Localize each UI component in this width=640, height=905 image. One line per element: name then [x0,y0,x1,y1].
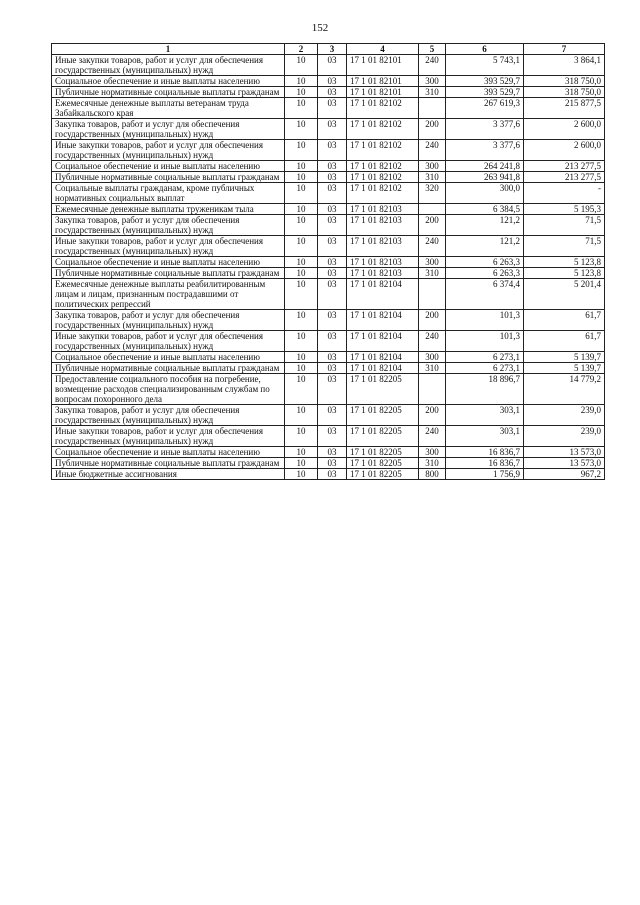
section-cell: 10 [285,310,318,331]
column-header: 5 [419,44,446,55]
subsection-cell: 03 [318,161,347,172]
subsection-cell: 03 [318,352,347,363]
subsection-cell: 03 [318,279,347,310]
section-cell: 10 [285,458,318,469]
table-row [52,236,605,257]
column-header: 3 [318,44,347,55]
subsection-cell: 03 [318,374,347,405]
row-name-cell: Социальное обеспечение и иные выплаты населению [52,76,285,87]
amount-cell-col7: 213 277,5 [524,172,605,183]
subsection-cell: 03 [318,331,347,352]
subsection-cell: 03 [318,183,347,204]
target-code-cell: 17 1 01 82103 [347,268,419,279]
amount-cell-col6: 6 263,3 [446,268,524,279]
expense-type-cell: 240 [419,236,446,257]
target-code-cell: 17 1 01 82104 [347,363,419,374]
expense-type-cell: 800 [419,469,446,480]
row-name-cell: Иные закупки товаров, работ и услуг для обеспечения государственных (муниципальных) нужд [52,236,285,257]
subsection-cell: 03 [318,469,347,480]
amount-cell-col6: 16 836,7 [446,447,524,458]
section-cell: 10 [285,363,318,374]
target-code-cell: 17 1 01 82102 [347,172,419,183]
subsection-cell: 03 [318,98,347,119]
amount-cell-col7: 5 123,8 [524,268,605,279]
expense-type-cell: 300 [419,161,446,172]
table-body [52,55,605,480]
target-code-cell: 17 1 01 82104 [347,331,419,352]
amount-cell-col7: 215 877,5 [524,98,605,119]
table-header-row [52,44,605,55]
target-code-cell: 17 1 01 82205 [347,458,419,469]
row-name-cell: Ежемесячные денежные выплаты ветеранам труда Забайкальского края [52,98,285,119]
section-cell: 10 [285,447,318,458]
target-code-cell: 17 1 01 82205 [347,447,419,458]
subsection-cell: 03 [318,405,347,426]
amount-cell-col6: 121,2 [446,215,524,236]
amount-cell-col7: 61,7 [524,331,605,352]
section-cell: 10 [285,268,318,279]
section-cell: 10 [285,469,318,480]
table-row [52,469,605,480]
row-name-cell: Публичные нормативные социальные выплаты гражданам [52,363,285,374]
row-name-cell: Публичные нормативные социальные выплаты гражданам [52,458,285,469]
section-cell: 10 [285,87,318,98]
amount-cell-col7: 61,7 [524,310,605,331]
amount-cell-col6: 16 836,7 [446,458,524,469]
amount-cell-col7: 213 277,5 [524,161,605,172]
row-name-cell: Иные закупки товаров, работ и услуг для обеспечения государственных (муниципальных) нужд [52,331,285,352]
row-name-cell: Иные закупки товаров, работ и услуг для обеспечения государственных (муниципальных) нужд [52,426,285,447]
amount-cell-col7: 2 600,0 [524,119,605,140]
subsection-cell: 03 [318,87,347,98]
amount-cell-col6: 300,0 [446,183,524,204]
row-name-cell: Социальное обеспечение и иные выплаты населению [52,257,285,268]
subsection-cell: 03 [318,55,347,76]
section-cell: 10 [285,76,318,87]
amount-cell-col6: 267 619,3 [446,98,524,119]
row-name-cell: Закупка товаров, работ и услуг для обеспечения государственных (муниципальных) нужд [52,119,285,140]
table-row [52,374,605,405]
section-cell: 10 [285,140,318,161]
subsection-cell: 03 [318,447,347,458]
expense-type-cell: 200 [419,310,446,331]
section-cell: 10 [285,161,318,172]
table-row [52,140,605,161]
subsection-cell: 03 [318,172,347,183]
expense-type-cell: 310 [419,87,446,98]
section-cell: 10 [285,331,318,352]
amount-cell-col7: 13 573,0 [524,458,605,469]
amount-cell-col7: 2 600,0 [524,140,605,161]
expense-type-cell: 300 [419,447,446,458]
amount-cell-col7: 318 750,0 [524,87,605,98]
section-cell: 10 [285,172,318,183]
amount-cell-col7: 239,0 [524,405,605,426]
section-cell: 10 [285,55,318,76]
budget-table [51,43,605,480]
row-name-cell: Закупка товаров, работ и услуг для обеспечения государственных (муниципальных) нужд [52,310,285,331]
amount-cell-col6: 6 374,4 [446,279,524,310]
expense-type-cell: 310 [419,363,446,374]
target-code-cell: 17 1 01 82104 [347,352,419,363]
amount-cell-col6: 121,2 [446,236,524,257]
row-name-cell: Социальное обеспечение и иные выплаты населению [52,352,285,363]
subsection-cell: 03 [318,458,347,469]
amount-cell-col7: 71,5 [524,236,605,257]
expense-type-cell: 240 [419,55,446,76]
amount-cell-col7: 14 779,2 [524,374,605,405]
row-name-cell: Публичные нормативные социальные выплаты гражданам [52,268,285,279]
target-code-cell: 17 1 01 82102 [347,183,419,204]
subsection-cell: 03 [318,204,347,215]
amount-cell-col6: 6 263,3 [446,257,524,268]
amount-cell-col6: 6 384,5 [446,204,524,215]
expense-type-cell [419,204,446,215]
column-header: 2 [285,44,318,55]
target-code-cell: 17 1 01 82104 [347,279,419,310]
column-header: 1 [52,44,285,55]
amount-cell-col7: 13 573,0 [524,447,605,458]
amount-cell-col6: 303,1 [446,426,524,447]
target-code-cell: 17 1 01 82102 [347,98,419,119]
table-row [52,426,605,447]
table-row [52,204,605,215]
amount-cell-col6: 263 941,8 [446,172,524,183]
expense-type-cell: 200 [419,405,446,426]
amount-cell-col7: 5 123,8 [524,257,605,268]
expense-type-cell: 310 [419,172,446,183]
expense-type-cell: 320 [419,183,446,204]
expense-type-cell: 310 [419,458,446,469]
expense-type-cell: 240 [419,426,446,447]
table-row [52,310,605,331]
table-row [52,352,605,363]
section-cell: 10 [285,204,318,215]
section-cell: 10 [285,119,318,140]
table-row [52,183,605,204]
amount-cell-col6: 5 743,1 [446,55,524,76]
target-code-cell: 17 1 01 82102 [347,161,419,172]
amount-cell-col6: 1 756,9 [446,469,524,480]
expense-type-cell [419,374,446,405]
target-code-cell: 17 1 01 82205 [347,426,419,447]
amount-cell-col7: 967,2 [524,469,605,480]
row-name-cell: Закупка товаров, работ и услуг для обеспечения государственных (муниципальных) нужд [52,215,285,236]
table-row [52,215,605,236]
amount-cell-col7: 5 201,4 [524,279,605,310]
row-name-cell: Предоставление социального пособия на погребение, возмещение расходов специализированным службам по вопросам похоронного дела [52,374,285,405]
row-name-cell: Ежемесячные денежные выплаты реабилитированным лицам и лицам, признанным пострадавшими от политических репрессий [52,279,285,310]
amount-cell-col6: 6 273,1 [446,363,524,374]
subsection-cell: 03 [318,76,347,87]
section-cell: 10 [285,236,318,257]
subsection-cell: 03 [318,140,347,161]
section-cell: 10 [285,352,318,363]
amount-cell-col6: 101,3 [446,310,524,331]
section-cell: 10 [285,257,318,268]
amount-cell-col6: 3 377,6 [446,140,524,161]
target-code-cell: 17 1 01 82101 [347,87,419,98]
table-row [52,87,605,98]
target-code-cell: 17 1 01 82103 [347,204,419,215]
amount-cell-col7: 5 195,3 [524,204,605,215]
amount-cell-col6: 303,1 [446,405,524,426]
subsection-cell: 03 [318,236,347,257]
target-code-cell: 17 1 01 82205 [347,374,419,405]
section-cell: 10 [285,183,318,204]
subsection-cell: 03 [318,268,347,279]
row-name-cell: Закупка товаров, работ и услуг для обеспечения государственных (муниципальных) нужд [52,405,285,426]
amount-cell-col6: 18 896,7 [446,374,524,405]
target-code-cell: 17 1 01 82205 [347,405,419,426]
expense-type-cell: 240 [419,331,446,352]
row-name-cell: Социальные выплаты гражданам, кроме публичных нормативных социальных выплат [52,183,285,204]
amount-cell-col7: 3 864,1 [524,55,605,76]
expense-type-cell: 240 [419,140,446,161]
target-code-cell: 17 1 01 82102 [347,140,419,161]
subsection-cell: 03 [318,119,347,140]
amount-cell-col6: 393 529,7 [446,87,524,98]
table-row [52,363,605,374]
amount-cell-col7: 71,5 [524,215,605,236]
target-code-cell: 17 1 01 82104 [347,310,419,331]
amount-cell-col7: 318 750,0 [524,76,605,87]
target-code-cell: 17 1 01 82101 [347,55,419,76]
row-name-cell: Социальное обеспечение и иные выплаты населению [52,447,285,458]
page-number: 152 [311,22,329,34]
row-name-cell: Ежемесячные денежные выплаты труженикам тыла [52,204,285,215]
table-row [52,55,605,76]
table-row [52,458,605,469]
table-row [52,257,605,268]
section-cell: 10 [285,426,318,447]
amount-cell-col7: - [524,183,605,204]
target-code-cell: 17 1 01 82102 [347,119,419,140]
column-header: 6 [446,44,524,55]
amount-cell-col6: 6 273,1 [446,352,524,363]
target-code-cell: 17 1 01 82101 [347,76,419,87]
subsection-cell: 03 [318,426,347,447]
amount-cell-col6: 101,3 [446,331,524,352]
row-name-cell: Иные бюджетные ассигнования [52,469,285,480]
row-name-cell: Публичные нормативные социальные выплаты гражданам [52,87,285,98]
amount-cell-col7: 239,0 [524,426,605,447]
expense-type-cell: 300 [419,352,446,363]
section-cell: 10 [285,374,318,405]
target-code-cell: 17 1 01 82103 [347,236,419,257]
table-row [52,405,605,426]
table-row [52,268,605,279]
target-code-cell: 17 1 01 82205 [347,469,419,480]
target-code-cell: 17 1 01 82103 [347,215,419,236]
expense-type-cell: 200 [419,215,446,236]
table-row [52,161,605,172]
target-code-cell: 17 1 01 82103 [347,257,419,268]
section-cell: 10 [285,215,318,236]
amount-cell-col6: 393 529,7 [446,76,524,87]
subsection-cell: 03 [318,310,347,331]
expense-type-cell [419,279,446,310]
row-name-cell: Социальное обеспечение и иные выплаты населению [52,161,285,172]
amount-cell-col6: 3 377,6 [446,119,524,140]
table-row [52,331,605,352]
amount-cell-col6: 264 241,8 [446,161,524,172]
row-name-cell: Иные закупки товаров, работ и услуг для обеспечения государственных (муниципальных) нужд [52,140,285,161]
table-row [52,119,605,140]
table-row [52,98,605,119]
table-row [52,447,605,458]
expense-type-cell: 200 [419,119,446,140]
table-row [52,76,605,87]
expense-type-cell [419,98,446,119]
subsection-cell: 03 [318,215,347,236]
column-header: 4 [347,44,419,55]
amount-cell-col7: 5 139,7 [524,363,605,374]
expense-type-cell: 300 [419,257,446,268]
row-name-cell: Иные закупки товаров, работ и услуг для обеспечения государственных (муниципальных) нужд [52,55,285,76]
expense-type-cell: 310 [419,268,446,279]
table-row [52,172,605,183]
subsection-cell: 03 [318,257,347,268]
section-cell: 10 [285,98,318,119]
section-cell: 10 [285,405,318,426]
section-cell: 10 [285,279,318,310]
table-row [52,279,605,310]
row-name-cell: Публичные нормативные социальные выплаты гражданам [52,172,285,183]
amount-cell-col7: 5 139,7 [524,352,605,363]
column-header: 7 [524,44,605,55]
subsection-cell: 03 [318,363,347,374]
expense-type-cell: 300 [419,76,446,87]
